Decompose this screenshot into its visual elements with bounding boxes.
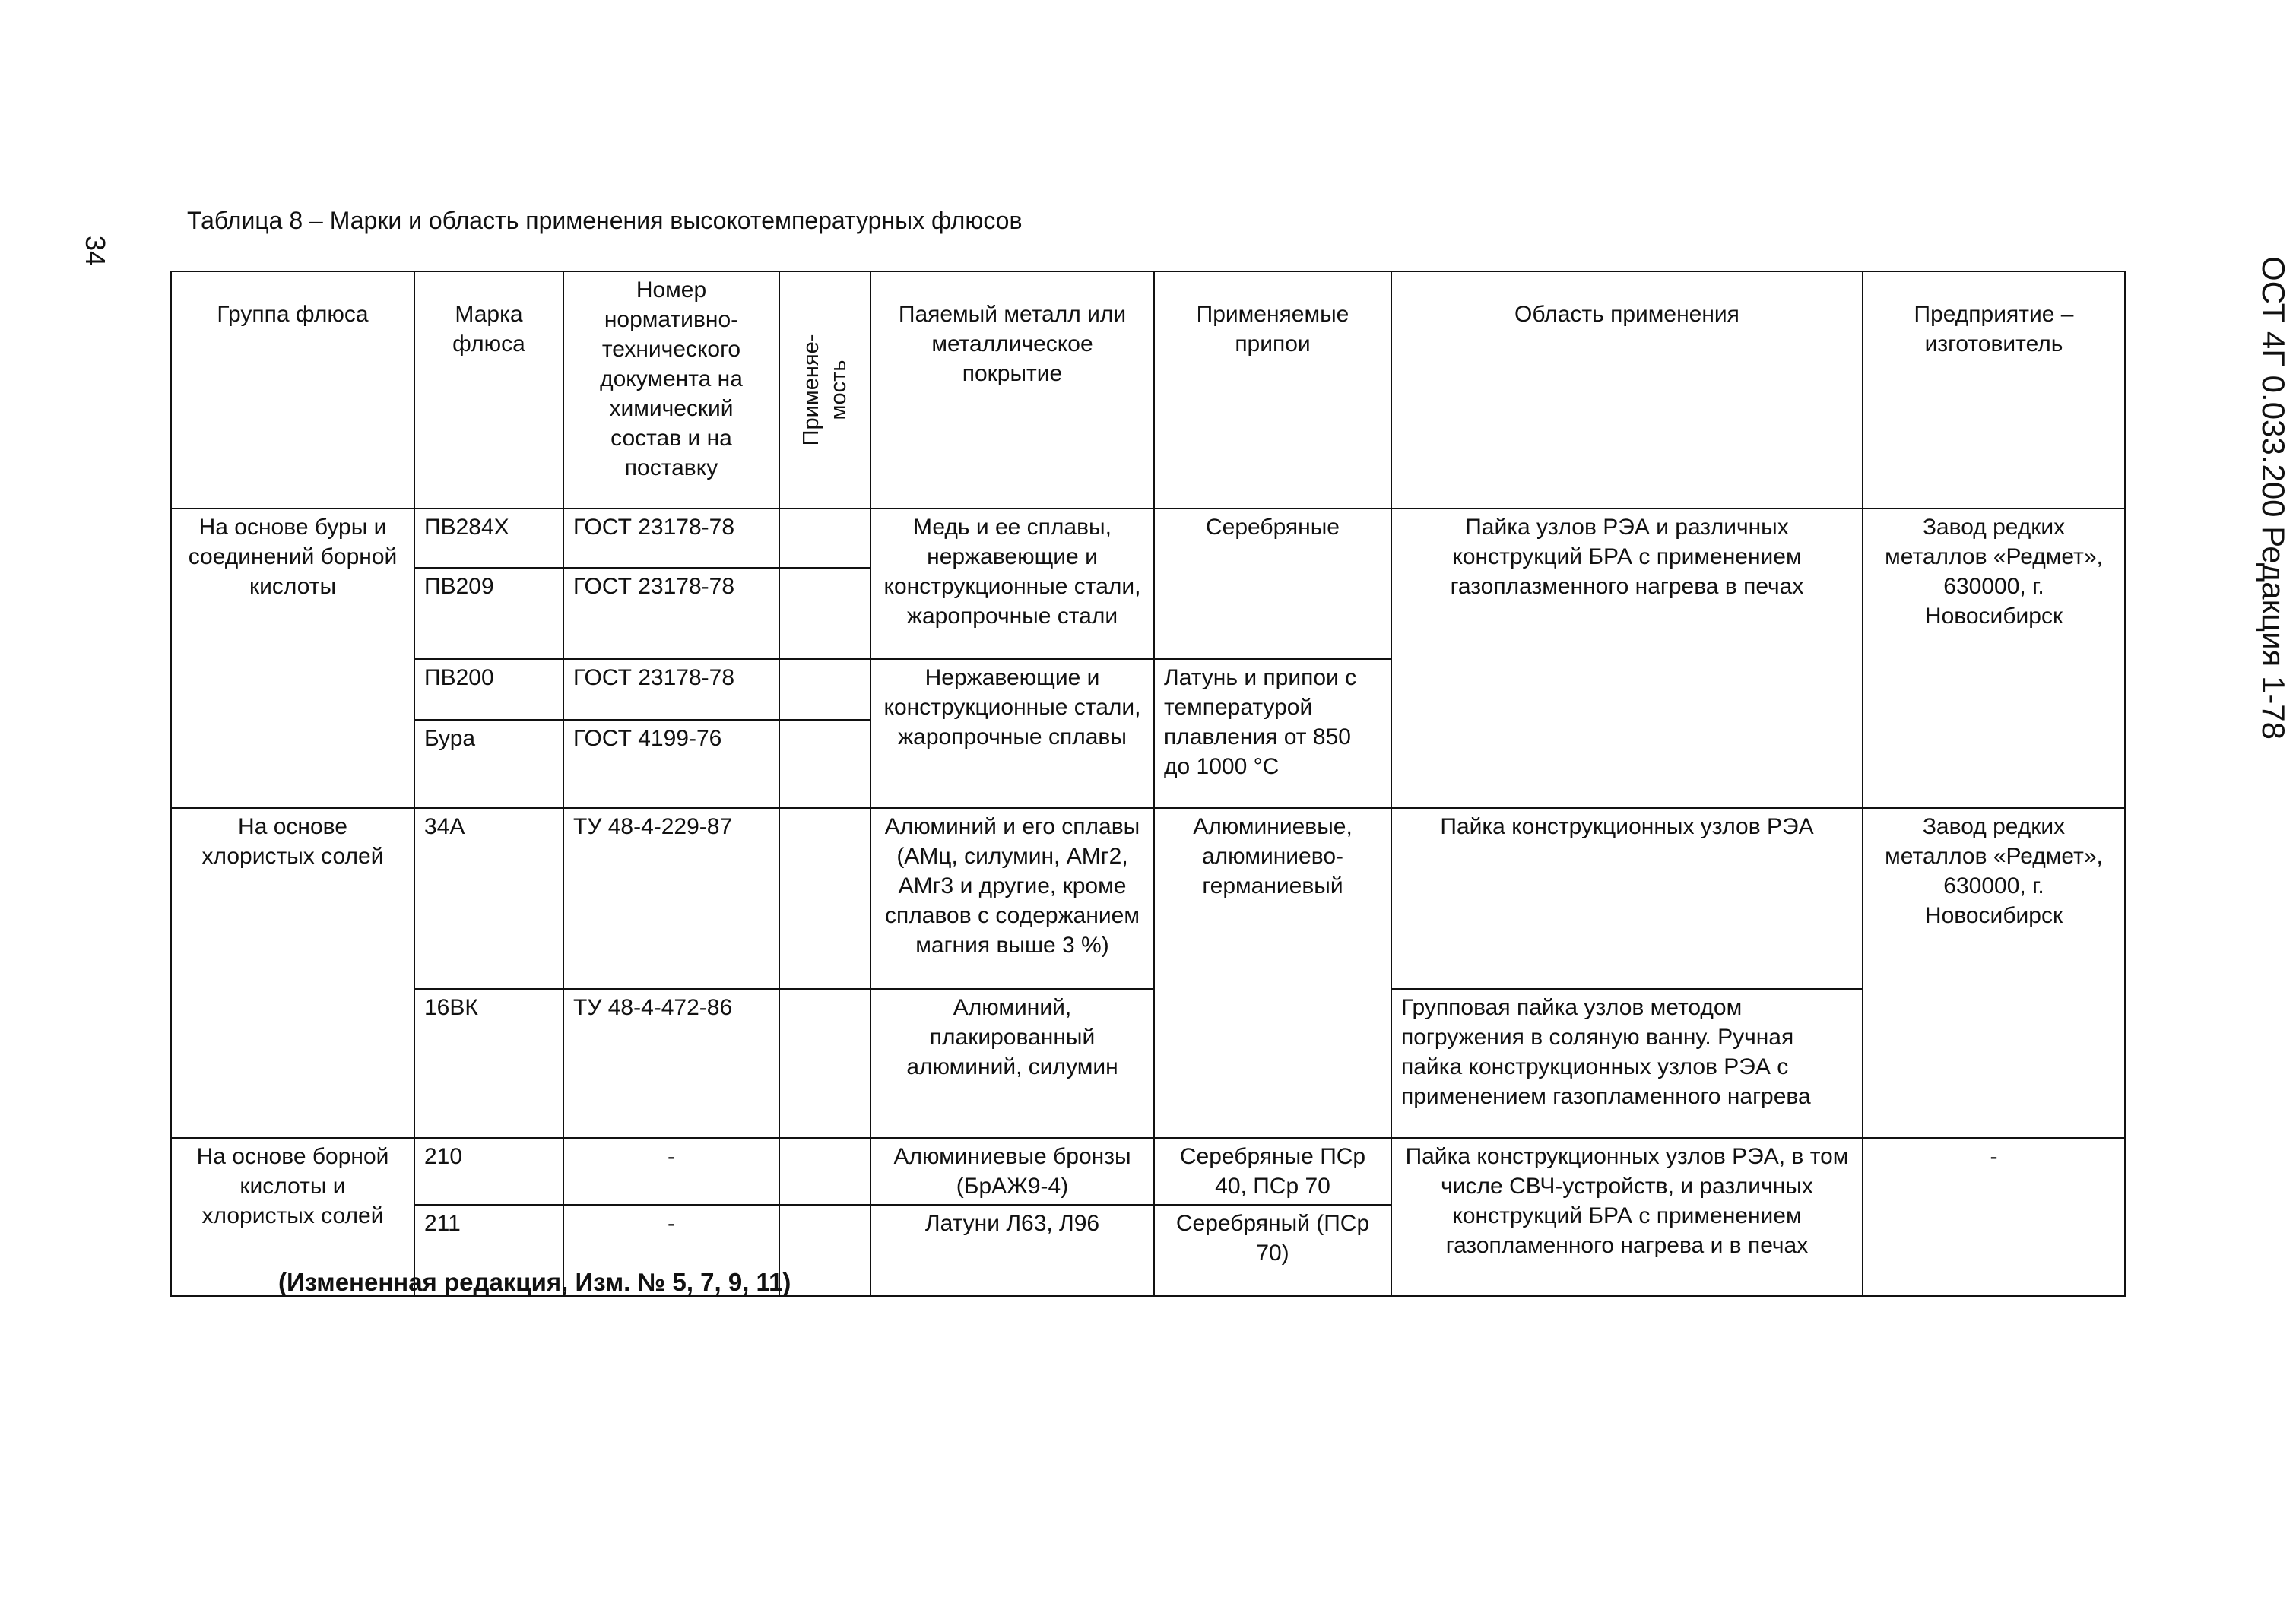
applicability-cell: [779, 568, 871, 659]
metal-cell: Медь и ее сплавы, нержавеющие и конструкционные стали, жаропрочные стали: [871, 509, 1154, 659]
applicability-cell: [779, 989, 871, 1138]
table-header-row: [171, 271, 2125, 509]
solders-cell: Серебряный (ПСр 70): [1154, 1205, 1391, 1296]
applicability-cell: [779, 720, 871, 808]
mark-cell: 34А: [414, 808, 563, 989]
maker-cell: Завод редких металлов «Редмет», 630000, г. Новосибирск: [1863, 509, 2125, 808]
flux-table: [170, 271, 2126, 1297]
maker-cell: Завод редких металлов «Редмет», 630000, г. Новосибирск: [1863, 808, 2125, 1138]
solders-cell: Серебряные: [1154, 509, 1391, 659]
mark-cell: ПВ209: [414, 568, 563, 659]
doc-cell: ТУ 48-4-229-87: [563, 808, 779, 989]
doc-cell: ГОСТ 23178-78: [563, 659, 779, 720]
mark-cell: 211: [414, 1205, 563, 1296]
table-row: [171, 509, 2125, 568]
mark-cell: 210: [414, 1138, 563, 1205]
doc-cell: ГОСТ 23178-78: [563, 509, 779, 568]
header-group: Группа флюса: [171, 271, 414, 509]
table-row: [171, 1138, 2125, 1205]
document-code: ОСТ 4Г 0.033.200 Редакция 1-78: [2256, 255, 2291, 740]
area-cell: Групповая пайка узлов методом погружения в соляную ванну. Ручная пайка конструкционных узлов РЭА с применением газопламенного нагрева: [1391, 989, 1863, 1138]
area-cell: Пайка узлов РЭА и различных конструкций БРА с применением газоплазменного нагрева в печах: [1391, 509, 1863, 808]
table-caption: Таблица 8 – Марки и область применения высокотемпературных флюсов: [187, 207, 1023, 234]
applicability-cell: [779, 1205, 871, 1296]
mark-cell: 16ВК: [414, 989, 563, 1138]
solders-cell: Латунь и припои с температурой плавления от 850 до 1000 °С: [1154, 659, 1391, 808]
group-cell: На основе борной кислоты и хлористых солей: [171, 1138, 414, 1296]
header-area: Область применения: [1391, 271, 1863, 509]
doc-cell: -: [563, 1138, 779, 1205]
metal-cell: Алюминий и его сплавы (АМц, силумин, АМг2, АМг3 и другие, кроме сплавов с содержанием магния выше 3 %): [871, 808, 1154, 989]
header-solders: Применяемые припои: [1154, 271, 1391, 509]
doc-cell: ГОСТ 4199-76: [563, 720, 779, 808]
doc-cell: ТУ 48-4-472-86: [563, 989, 779, 1138]
maker-cell: -: [1863, 1138, 2125, 1296]
doc-cell: ГОСТ 23178-78: [563, 568, 779, 659]
group-cell: На основе хлористых солей: [171, 808, 414, 1138]
header-doc: Номер нормативно-технического документа на химический состав и на поставку: [563, 271, 779, 509]
solders-cell: Серебряные ПСр 40, ПСр 70: [1154, 1138, 1391, 1205]
header-mark: Марка флюса: [414, 271, 563, 509]
area-cell: Пайка конструкционных узлов РЭА, в том числе СВЧ-устройств, и различных конструкций БРА с применением газопламенного нагрева и в печах: [1391, 1138, 1863, 1296]
page-number: 34: [80, 235, 111, 267]
metal-cell: Алюминий, плакированный алюминий, силумин: [871, 989, 1154, 1138]
header-applicability: [779, 271, 871, 509]
doc-cell: -: [563, 1205, 779, 1296]
mark-cell: ПВ200: [414, 659, 563, 720]
applicability-cell: [779, 659, 871, 720]
metal-cell: Латуни Л63, Л96: [871, 1205, 1154, 1296]
mark-cell: Бура: [414, 720, 563, 808]
header-applicability-line1: Применяе-: [798, 334, 823, 446]
metal-cell: Нержавеющие и конструкционные стали, жаропрочные сплавы: [871, 659, 1154, 808]
header-applicability-line2: мость: [826, 360, 851, 420]
header-maker: Предприятие – изготовитель: [1863, 271, 2125, 509]
applicability-cell: [779, 1138, 871, 1205]
area-cell: Пайка конструкционных узлов РЭА: [1391, 808, 1863, 989]
metal-cell: Алюминиевые бронзы (БрАЖ9-4): [871, 1138, 1154, 1205]
table-row: [171, 989, 2125, 1138]
applicability-cell: [779, 808, 871, 989]
group-cell: На основе буры и соединений борной кислоты: [171, 509, 414, 808]
table-row: [171, 808, 2125, 989]
solders-cell: Алюминиевые, алюминиево-германиевый: [1154, 808, 1391, 1138]
revision-footnote: (Измененная редакция, Изм. № 5, 7, 9, 11): [278, 1268, 791, 1296]
applicability-cell: [779, 509, 871, 568]
mark-cell: ПВ284Х: [414, 509, 563, 568]
header-metal: Паяемый металл или металлическое покрытие: [871, 271, 1154, 509]
